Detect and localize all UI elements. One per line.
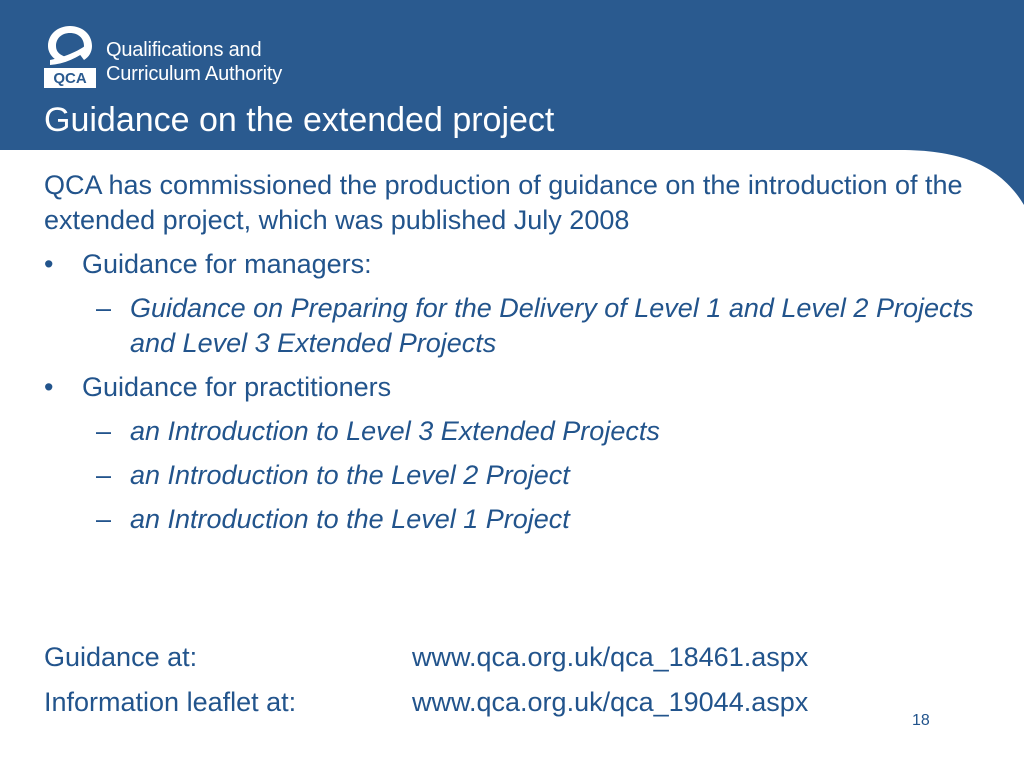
slide-number: 18 [912,712,930,729]
sub-bullet-text: Guidance on Preparing for the Delivery of Level 1 and Level 2 Projects and Level 3 Extended Projects [130,293,974,358]
guidance-url[interactable]: www.qca.org.uk/qca_18461.aspx [412,642,809,672]
logo-name [106,38,282,86]
sub-bullet-item [44,502,974,537]
slide-content [44,168,974,537]
link-row-guidance [44,640,808,685]
dash-mark: – [96,460,112,490]
leaflet-url[interactable]: www.qca.org.uk/qca_19044.aspx [412,687,809,717]
bullet-label-practitioners: Guidance for practitioners [82,372,392,402]
bullet-label-managers: Guidance for managers: [82,249,372,279]
qca-logo [44,22,334,88]
dash-mark: – [96,416,112,446]
logo-badge-text: QCA [53,70,87,87]
sub-bullet-item [44,458,974,493]
logo-name-line2: Curriculum Authority [106,63,283,85]
bullet-mark: • [44,249,54,279]
sub-bullet-item [44,414,974,449]
links-section [44,640,808,730]
slide-title: Guidance on the extended project [44,101,555,139]
sub-bullet-item [44,291,974,361]
link-label: Guidance at: [44,642,198,672]
dash-mark: – [96,293,112,323]
bullet-mark: • [44,372,54,402]
link-label: Information leaflet at: [44,687,297,717]
sub-bullet-text: an Introduction to the Level 1 Project [130,504,570,534]
qca-logo-mark [44,22,96,88]
link-row-leaflet [44,685,808,730]
bullet-item [44,247,974,282]
dash-mark: – [96,504,112,534]
intro-paragraph: QCA has commissioned the production of guidance on the introduction of the extended project, which was published July 2008 [44,170,963,235]
sub-bullet-text: an Introduction to Level 3 Extended Projects [130,416,660,446]
sub-bullet-text: an Introduction to the Level 2 Project [130,460,570,490]
logo-name-line1: Qualifications and [106,39,262,61]
bullet-item [44,370,974,405]
